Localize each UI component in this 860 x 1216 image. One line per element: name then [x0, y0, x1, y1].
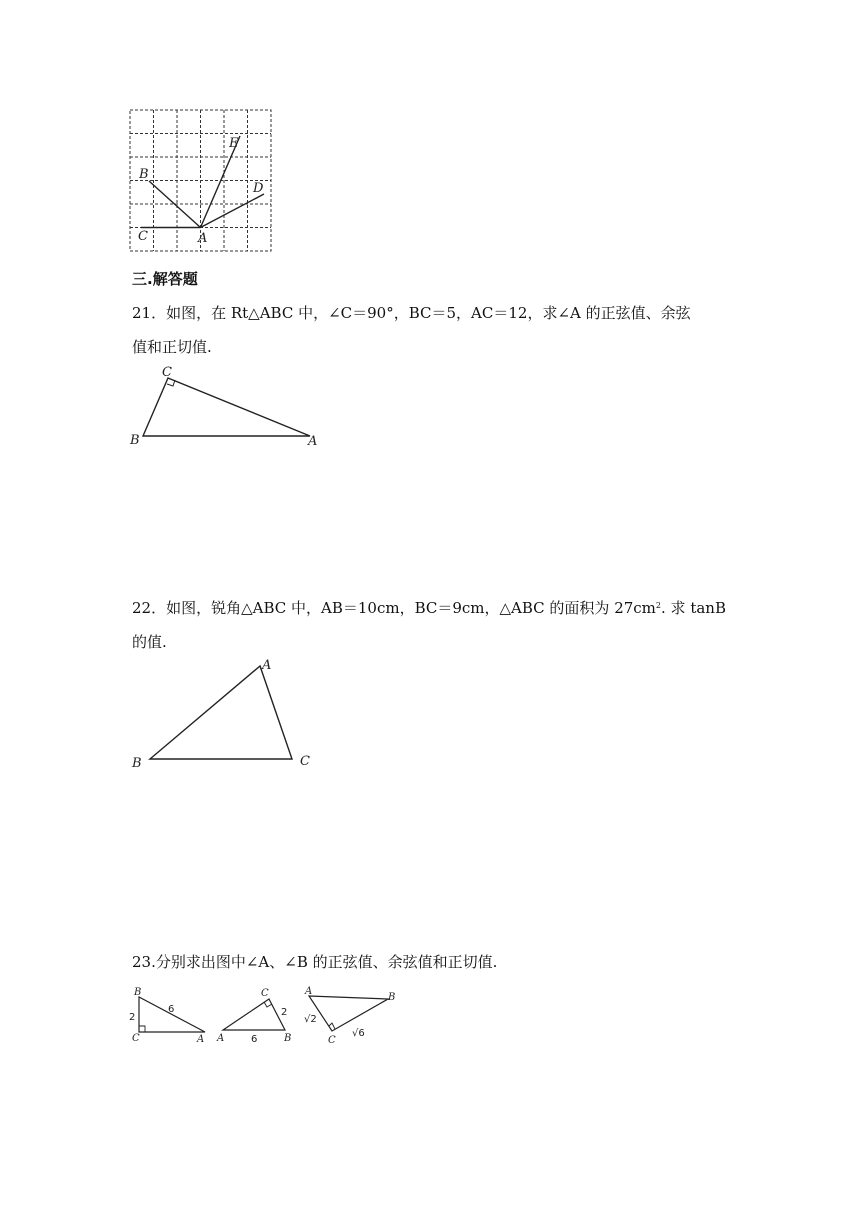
- right-angle-mark: [139, 1026, 145, 1032]
- side-length-cb: 2: [281, 1007, 288, 1018]
- side-length-ab: 6: [168, 1004, 175, 1015]
- q22-triangle: [126, 656, 326, 774]
- label-a: A: [308, 434, 318, 449]
- q22-superscript: 2: [655, 601, 662, 610]
- label-c: C: [132, 1033, 140, 1044]
- q23-text: 23.分别求出图中∠A、∠B 的正弦值、余弦值和正切值.: [132, 953, 498, 971]
- q23-figure-1: [126, 984, 212, 1046]
- label-c: C: [328, 1035, 336, 1046]
- label-a: A: [198, 231, 208, 246]
- label-b: B: [388, 992, 396, 1003]
- q22-text-a: 22．如图，锐角△ABC 中，AB＝10cm，BC＝9cm，△ABC 的面积为 27cm: [132, 599, 656, 617]
- label-a: A: [217, 1033, 225, 1044]
- label-c: C: [138, 229, 148, 244]
- q23-figure-3: [300, 984, 406, 1048]
- label-b: B: [130, 433, 140, 448]
- q22-text-b: . 求 tanB: [661, 599, 726, 617]
- q21-triangle: [126, 360, 326, 452]
- q23-figure-2: [214, 984, 298, 1046]
- triangle-2: [223, 999, 288, 1030]
- label-e: E: [229, 136, 239, 151]
- triangle-3: [309, 996, 388, 1031]
- triangle-abc: [150, 666, 292, 759]
- label-b: B: [284, 1033, 292, 1044]
- side-length-ab: 6: [251, 1034, 258, 1045]
- q22-line2: 的值.: [132, 633, 167, 651]
- label-c: C: [300, 754, 310, 769]
- triangle-abc: [143, 378, 310, 436]
- dashed-grid: [130, 110, 271, 251]
- label-d: D: [253, 181, 264, 196]
- label-c: C: [162, 365, 172, 380]
- label-b: B: [139, 167, 149, 182]
- q21-line2: 值和正切值.: [132, 338, 212, 356]
- label-a: A: [197, 1034, 205, 1045]
- q22-line1: [132, 591, 726, 625]
- side-length-cb: √6: [352, 1028, 365, 1039]
- grid-figure: [126, 104, 286, 256]
- side-length-ac: √2: [304, 1014, 317, 1025]
- label-a: A: [305, 986, 313, 997]
- ray-ad: [201, 194, 265, 228]
- label-b: B: [134, 987, 142, 998]
- label-b: B: [132, 756, 142, 771]
- q21-line1: 21．如图，在 Rt△ABC 中，∠C＝90°，BC＝5，AC＝12，求∠A 的正弦值、余弦: [132, 304, 691, 322]
- side-length-bc: 2: [129, 1012, 136, 1023]
- label-c: C: [261, 988, 269, 999]
- section-title: 三.解答题: [132, 270, 198, 288]
- label-a: A: [262, 658, 272, 673]
